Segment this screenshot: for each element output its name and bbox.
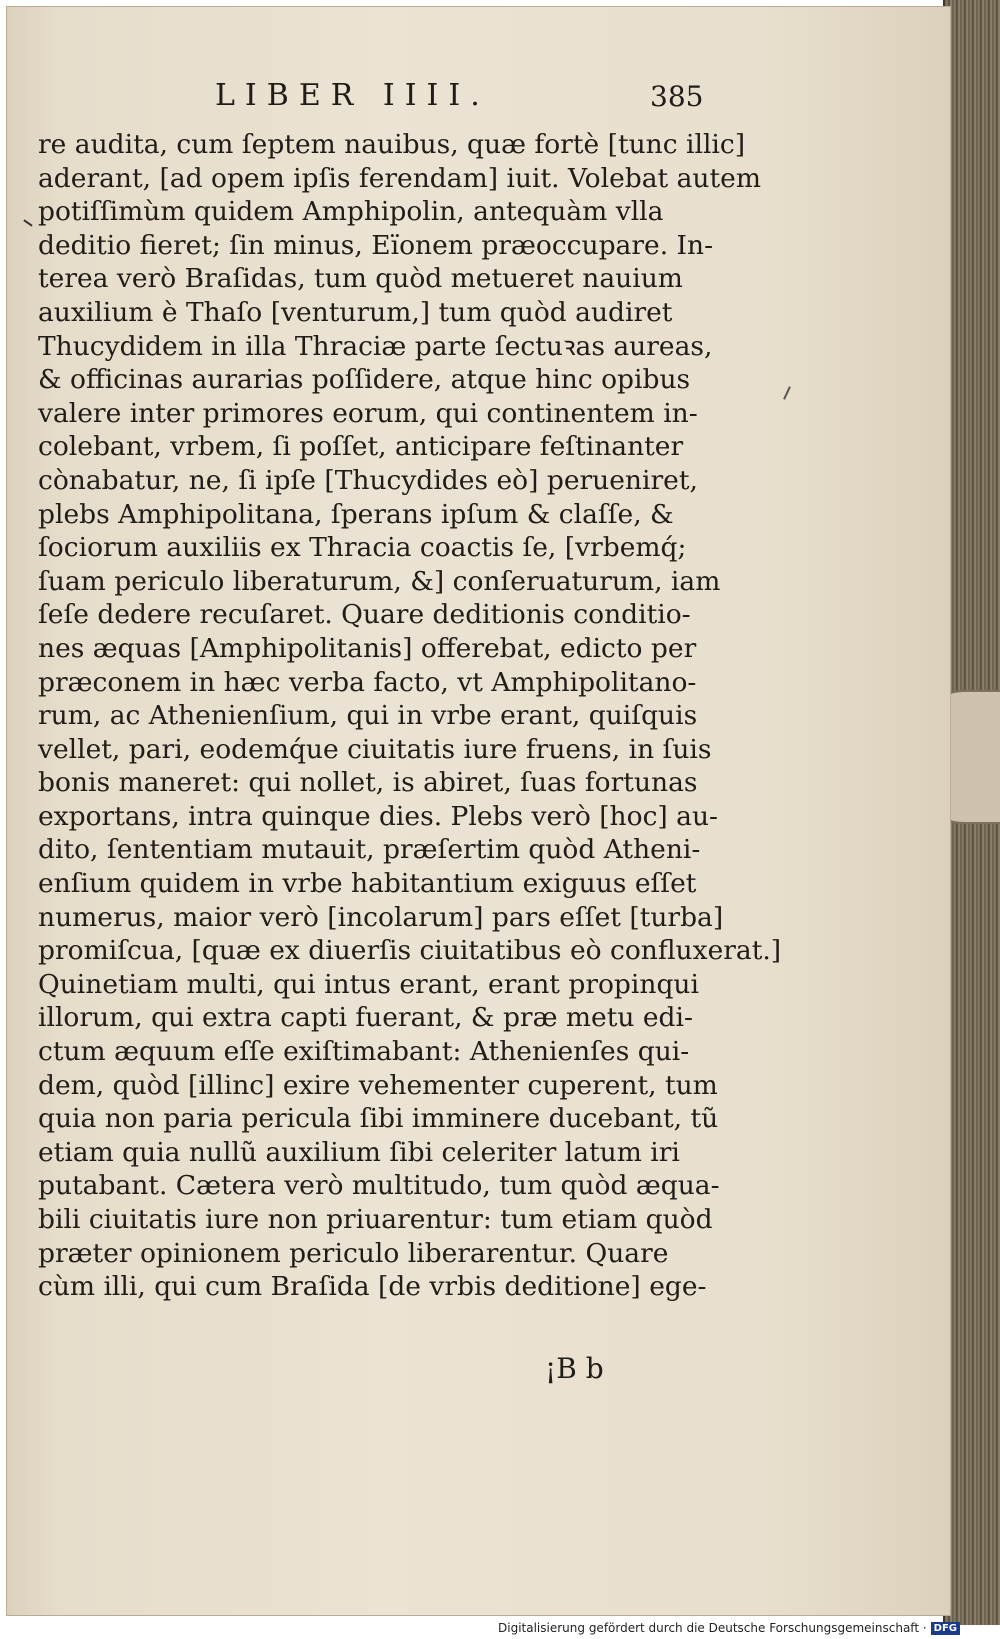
text-line: & officinas aurarias poſſidere, atque hinc opibus xyxy=(38,364,691,396)
dfg-logo: DFG xyxy=(931,1622,960,1635)
page-number: 385 xyxy=(650,80,704,113)
text-line: ſuam periculo liberaturum, &] conſeruaturum, iam xyxy=(38,565,721,597)
text-line: putabant. Cætera verò multitudo, tum quòd æqua- xyxy=(38,1170,720,1202)
text-line: dito, ſententiam mutauit, præſertim quòd Atheni- xyxy=(38,834,701,866)
text-line: plebs Amphipolitana, ſperans ipſum & claſſe, & xyxy=(38,498,674,530)
text-line: ſociorum auxiliis ex Thracia coactis ſe, [vrbemq́; xyxy=(38,532,687,564)
text-line: enſium quidem in vrbe habitantium exiguus eſſet xyxy=(38,868,697,900)
text-line: cònabatur, ne, ſi ipſe [Thucydides eò] perueniret, xyxy=(38,464,698,496)
text-line: Thucydidem in illa Thraciæ parte ſectuꝛas aureas, xyxy=(38,330,713,362)
text-line: illorum, qui extra capti fuerant, & præ metu edi- xyxy=(38,1002,693,1034)
text-line: aderant, [ad opem ipſis ferendam] iuit. Volebat autem xyxy=(38,162,761,194)
running-head: LIBER IIII. xyxy=(215,78,490,113)
text-line: cùm illi, qui cum Braſida [de vrbis deditione] ege- xyxy=(38,1271,707,1303)
text-line: colebant, vrbem, ſi poſſet, anticipare feſtinanter xyxy=(38,431,684,463)
signature-mark: ¡B b xyxy=(545,1352,604,1385)
text-line: dem, quòd [illinc] exire vehementer cuperent, tum xyxy=(38,1069,718,1101)
text-line: vellet, pari, eodemq́ue ciuitatis iure fruens, in ſuis xyxy=(38,733,712,765)
credit-text: Digitalisierung gefördert durch die Deutsche Forschungsgemeinschaft · xyxy=(498,1621,927,1635)
text-line: valere inter primores eorum, qui continentem in- xyxy=(38,397,698,429)
text-line: auxilium è Thaſo [venturum,] tum quòd audiret xyxy=(38,296,673,328)
text-line: exportans, intra quinque dies. Plebs verò [hoc] au- xyxy=(38,800,718,832)
text-line: ſeſe dedere recuſaret. Quare deditionis conditio- xyxy=(38,599,691,631)
text-line: quia non paria pericula ſibi imminere ducebant, tũ xyxy=(38,1103,719,1135)
digitization-credit xyxy=(498,1621,960,1635)
text-line: Quinetiam multi, qui intus erant, erant propinqui xyxy=(38,968,699,1000)
text-line: promiſcua, [quæ ex diuerſis ciuitatibus eò confluxerat.] xyxy=(38,935,782,967)
text-line: rum, ac Athenienſium, qui in vrbe erant, quiſquis xyxy=(38,700,698,732)
text-line: etiam quia nullũ auxilium ſibi celeriter latum iri xyxy=(38,1136,680,1168)
text-line: bili ciuitatis iure non priuarentur: tum etiam quòd xyxy=(38,1204,713,1235)
text-line: re audita, cum ſeptem nauibus, quæ fortè [tunc illic] xyxy=(38,129,746,160)
text-line: potiſſimùm quidem Amphipolin, antequàm vlla xyxy=(38,196,664,228)
text-line: numerus, maior verò [incolarum] pars eſſet [turba] xyxy=(38,901,724,933)
text-line: præter opinionem periculo liberarentur. Quare xyxy=(38,1237,669,1269)
text-line: præconem in hæc verba facto, vt Amphipolitano- xyxy=(38,666,697,698)
body-text xyxy=(38,128,782,1304)
text-line: nes æquas [Amphipolitanis] offerebat, edicto per xyxy=(38,632,697,664)
text-line: ctum æquum eſſe exiſtimabant: Athenienſes qui- xyxy=(38,1036,690,1068)
text-line: terea verò Braſidas, tum quòd metueret nauium xyxy=(38,263,683,295)
text-line: deditio fieret; ſin minus, Eïonem præoccupare. In- xyxy=(38,229,714,261)
text-line: bonis maneret: qui nollet, is abiret, ſuas fortunas xyxy=(38,767,698,799)
